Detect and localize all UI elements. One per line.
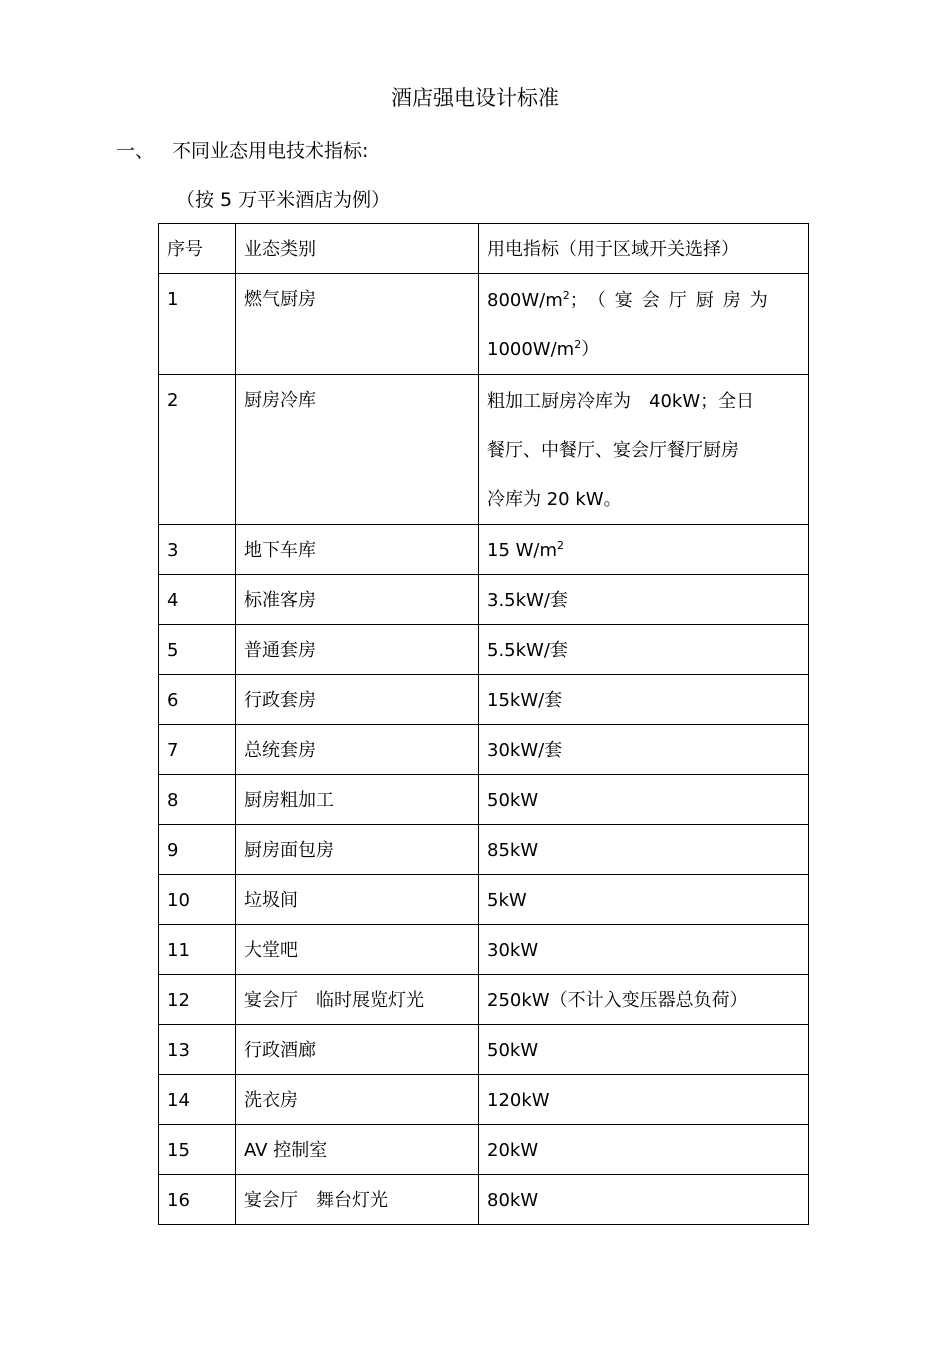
table-row [159,675,809,725]
row-no: 8 [159,775,236,825]
section-heading: 不同业态用电技术指标: [172,140,369,162]
table-row [159,1025,809,1075]
row-index: 5kW [479,875,809,925]
row-index [479,274,809,375]
row-no: 13 [159,1025,236,1075]
header-index: 用电指标（用于区域开关选择） [479,224,809,274]
row-index [479,375,809,525]
row-index: 250kW（不计入变压器总负荷） [479,975,809,1025]
row-no: 5 [159,625,236,675]
row-index: 80kW [479,1175,809,1225]
row-category: 厨房粗加工 [236,775,479,825]
row-no: 3 [159,525,236,575]
row-no: 7 [159,725,236,775]
table-row [159,625,809,675]
row-index: 3.5kW/套 [479,575,809,625]
table-row [159,575,809,625]
table-row [159,274,809,375]
row-category: AV 控制室 [236,1125,479,1175]
table-row [159,1075,809,1125]
table-row [159,875,809,925]
row-index: 50kW [479,1025,809,1075]
row-category: 垃圾间 [236,875,479,925]
row-index: 50kW [479,775,809,825]
row-no: 15 [159,1125,236,1175]
row-no: 14 [159,1075,236,1125]
row-category: 行政套房 [236,675,479,725]
header-category: 业态类别 [236,224,479,274]
table-header-row [159,224,809,274]
table-row [159,975,809,1025]
row-category: 洗衣房 [236,1075,479,1125]
page-title: 酒店强电设计标准 [391,86,559,110]
row-category: 地下车库 [236,525,479,575]
row-index: 85kW [479,825,809,875]
row-category: 行政酒廊 [236,1025,479,1075]
row-category: 燃气厨房 [236,274,479,375]
table-row [159,725,809,775]
table-row [159,775,809,825]
table-row [159,1175,809,1225]
table-row [159,1125,809,1175]
row-index: 120kW [479,1075,809,1125]
row-category: 厨房冷库 [236,375,479,525]
row-category: 普通套房 [236,625,479,675]
row-category: 宴会厅 临时展览灯光 [236,975,479,1025]
row-category: 厨房面包房 [236,825,479,875]
row-no: 10 [159,875,236,925]
row-index: 15 $W/m^2$ [479,525,809,575]
power-index-table [158,223,809,1225]
row-no: 16 [159,1175,236,1225]
table-row [159,925,809,975]
row-no: 1 [159,274,236,375]
row-index: 30kW [479,925,809,975]
row-category: 大堂吧 [236,925,479,975]
header-no: 序号 [159,224,236,274]
row-no: 4 [159,575,236,625]
table-row [159,525,809,575]
row-category: 总统套房 [236,725,479,775]
row-index-text: 粗加工厨房冷库为 40kW；全日 餐厅、中餐厅、宴会厅餐厅厨房 冷库为 20 kW。 [487,391,755,510]
section-number: 一、 [116,140,155,162]
row-no: 6 [159,675,236,725]
row-no: 11 [159,925,236,975]
row-index: 30kW/套 [479,725,809,775]
row-no: 9 [159,825,236,875]
table-note: （按 5 万平米酒店为例） [176,189,391,211]
row-index-text: $800W/m^2$；（宴会厅厨房为 $1000W/m^2$） [487,289,777,360]
row-category: 宴会厅 舞台灯光 [236,1175,479,1225]
row-index: 20kW [479,1125,809,1175]
table-row [159,375,809,525]
row-no: 2 [159,375,236,525]
row-index: 15kW/套 [479,675,809,725]
table-row [159,825,809,875]
row-category: 标准客房 [236,575,479,625]
row-no: 12 [159,975,236,1025]
row-index: 5.5kW/套 [479,625,809,675]
